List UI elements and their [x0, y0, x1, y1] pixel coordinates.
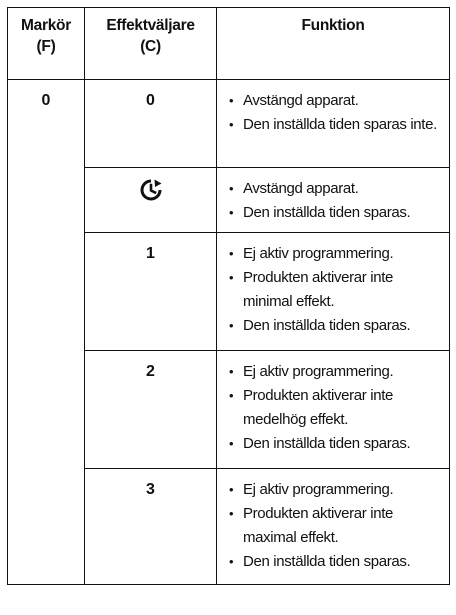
selector-cell: 3 [85, 469, 217, 585]
list-item: • Ej aktiv programmering. [229, 360, 441, 384]
selector-cell: 1 [85, 233, 217, 351]
list-item: • Ej aktiv programmering. [229, 478, 441, 502]
header-marker-line2: (F) [36, 38, 56, 55]
list-item: • Den inställda tiden sparas. [229, 550, 441, 574]
header-row [8, 8, 450, 80]
function-table [7, 7, 450, 585]
header-selector-line2: (C) [140, 38, 161, 55]
table-row [8, 80, 450, 168]
selector-cell: 2 [85, 351, 217, 469]
function-cell [217, 351, 450, 469]
list-item: • Den inställda tiden sparas. [229, 432, 441, 456]
header-function [217, 8, 450, 80]
selector-cell: 0 [85, 80, 217, 168]
list-item: • Avstängd apparat. [229, 89, 441, 113]
header-marker-line1: Markör [21, 17, 71, 34]
header-function-label: Funktion [301, 17, 365, 34]
list-item: • Den inställda tiden sparas inte. [229, 113, 441, 137]
list-item: • Den inställda tiden sparas. [229, 201, 441, 225]
marker-cell: 0 [8, 80, 85, 585]
header-marker [8, 8, 85, 80]
function-list [217, 80, 449, 141]
list-item: • Produkten aktiverar inte maximal effekt. [229, 502, 441, 550]
list-item: • Ej aktiv programmering. [229, 242, 441, 266]
function-cell [217, 80, 450, 168]
function-list [217, 351, 449, 460]
selector-cell [85, 168, 217, 233]
header-selector [85, 8, 217, 80]
list-item: • Den inställda tiden sparas. [229, 314, 441, 338]
function-cell [217, 469, 450, 585]
function-cell [217, 168, 450, 233]
function-cell [217, 233, 450, 351]
header-selector-line1: Effektväljare [106, 17, 195, 34]
list-item: • Produkten aktiverar inte medelhög effekt. [229, 384, 441, 432]
list-item: • Avstängd apparat. [229, 177, 441, 201]
timer-icon [139, 178, 163, 202]
list-item: • Produkten aktiverar inte minimal effekt. [229, 266, 441, 314]
function-list [217, 233, 449, 342]
function-list [217, 168, 449, 229]
function-list [217, 469, 449, 578]
